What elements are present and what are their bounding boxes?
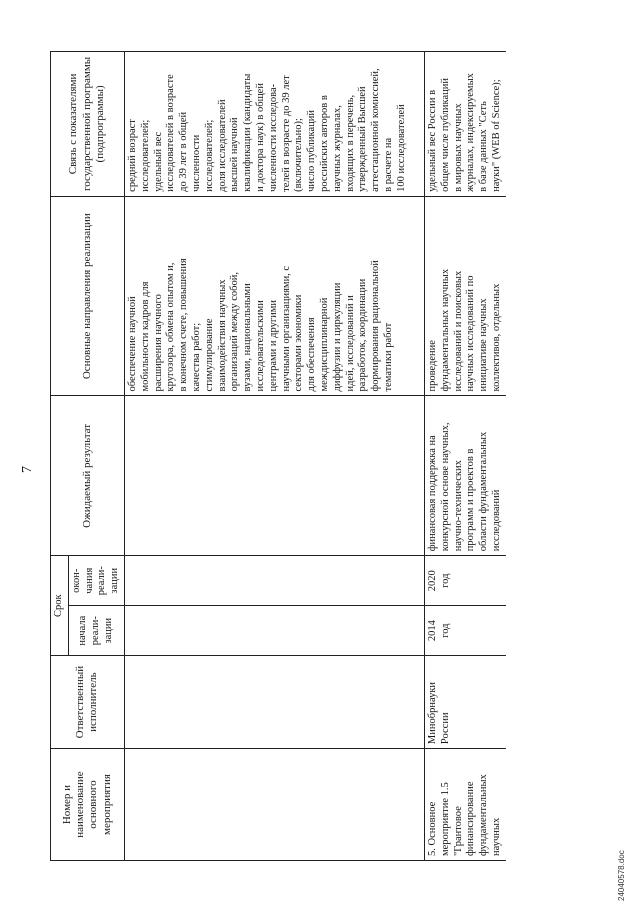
table-row-5: [424, 52, 505, 861]
cell-empty: [124, 749, 424, 861]
cell-start-year: 2014 год: [424, 606, 505, 656]
cell-indicators: средний возраст исследователей; удельный вес исследователей в возрасте до 39 лет в общей численности исследователей; доля исследователей высшей научной квалификации (кандидаты и доктора наук) в общей численности исследова- телей в возрасте до 39 лет (включительно); число публикаций российских авторов в научных журналах, входящих в перечень, утвержденный Высшей аттестационной комиссией, в расчете на 100 исследователей: [124, 52, 424, 197]
cell-measure-name: 5. Основное мероприятие 1.5 "Грантовое финансирование фундаментальных научных: [424, 749, 505, 861]
header-executor: Ответственный исполнитель: [51, 656, 125, 749]
cell-executor: Минобрнауки России: [424, 656, 505, 749]
cell-end-year: 2020 год: [424, 556, 505, 606]
cell-directions: обеспечение научной мобильности кадров для расширения научного кругозора, обмена опытом и, в конечном счете, повышения качества работ; стимулирование взаимодействия научных организаций между собой, вузами, национальными исследовательскими центрами и другими научными организациями, с секторами экономики для обеспечения междисциплинарной диффузии и циркуляции идей, исследований и разработок, координации формирования рациональной тематики работ: [124, 196, 424, 396]
header-row: [51, 52, 69, 861]
cell-empty: [124, 556, 424, 606]
cell-empty: [124, 606, 424, 656]
header-measure: Номер и наименование основного мероприятия: [51, 749, 125, 861]
table-row-continuation: [124, 52, 424, 861]
header-end: окон- чания реали- зации: [68, 556, 124, 606]
page-number: 7: [20, 466, 35, 473]
cell-empty: [124, 656, 424, 749]
document-id: 24040578.doc: [617, 850, 626, 901]
header-start: начала реали- зации: [68, 606, 124, 656]
header-indicators: Связь с показателями государственной программы (подпрограммы): [51, 52, 125, 197]
header-term: Срок: [51, 556, 69, 656]
cell-indicators: удельный вес России в общем числе публикаций в мировых научных журналах, индексируемых в базе данных "Сеть науки" (WEB of Science);: [424, 52, 505, 197]
header-result: Ожидаемый результат: [51, 396, 125, 556]
header-directions: Основные направления реализации: [51, 196, 125, 396]
program-table: [50, 51, 506, 861]
cell-empty: [124, 396, 424, 556]
cell-directions: проведение фундаментальных научных исследований и поисковых научных исследований по инициативе научных коллективов, отдельных: [424, 196, 505, 396]
cell-result: финансовая поддержка на конкурсной основе научных, научно-технических программ и проектов в области фундаментальных исследований: [424, 396, 505, 556]
